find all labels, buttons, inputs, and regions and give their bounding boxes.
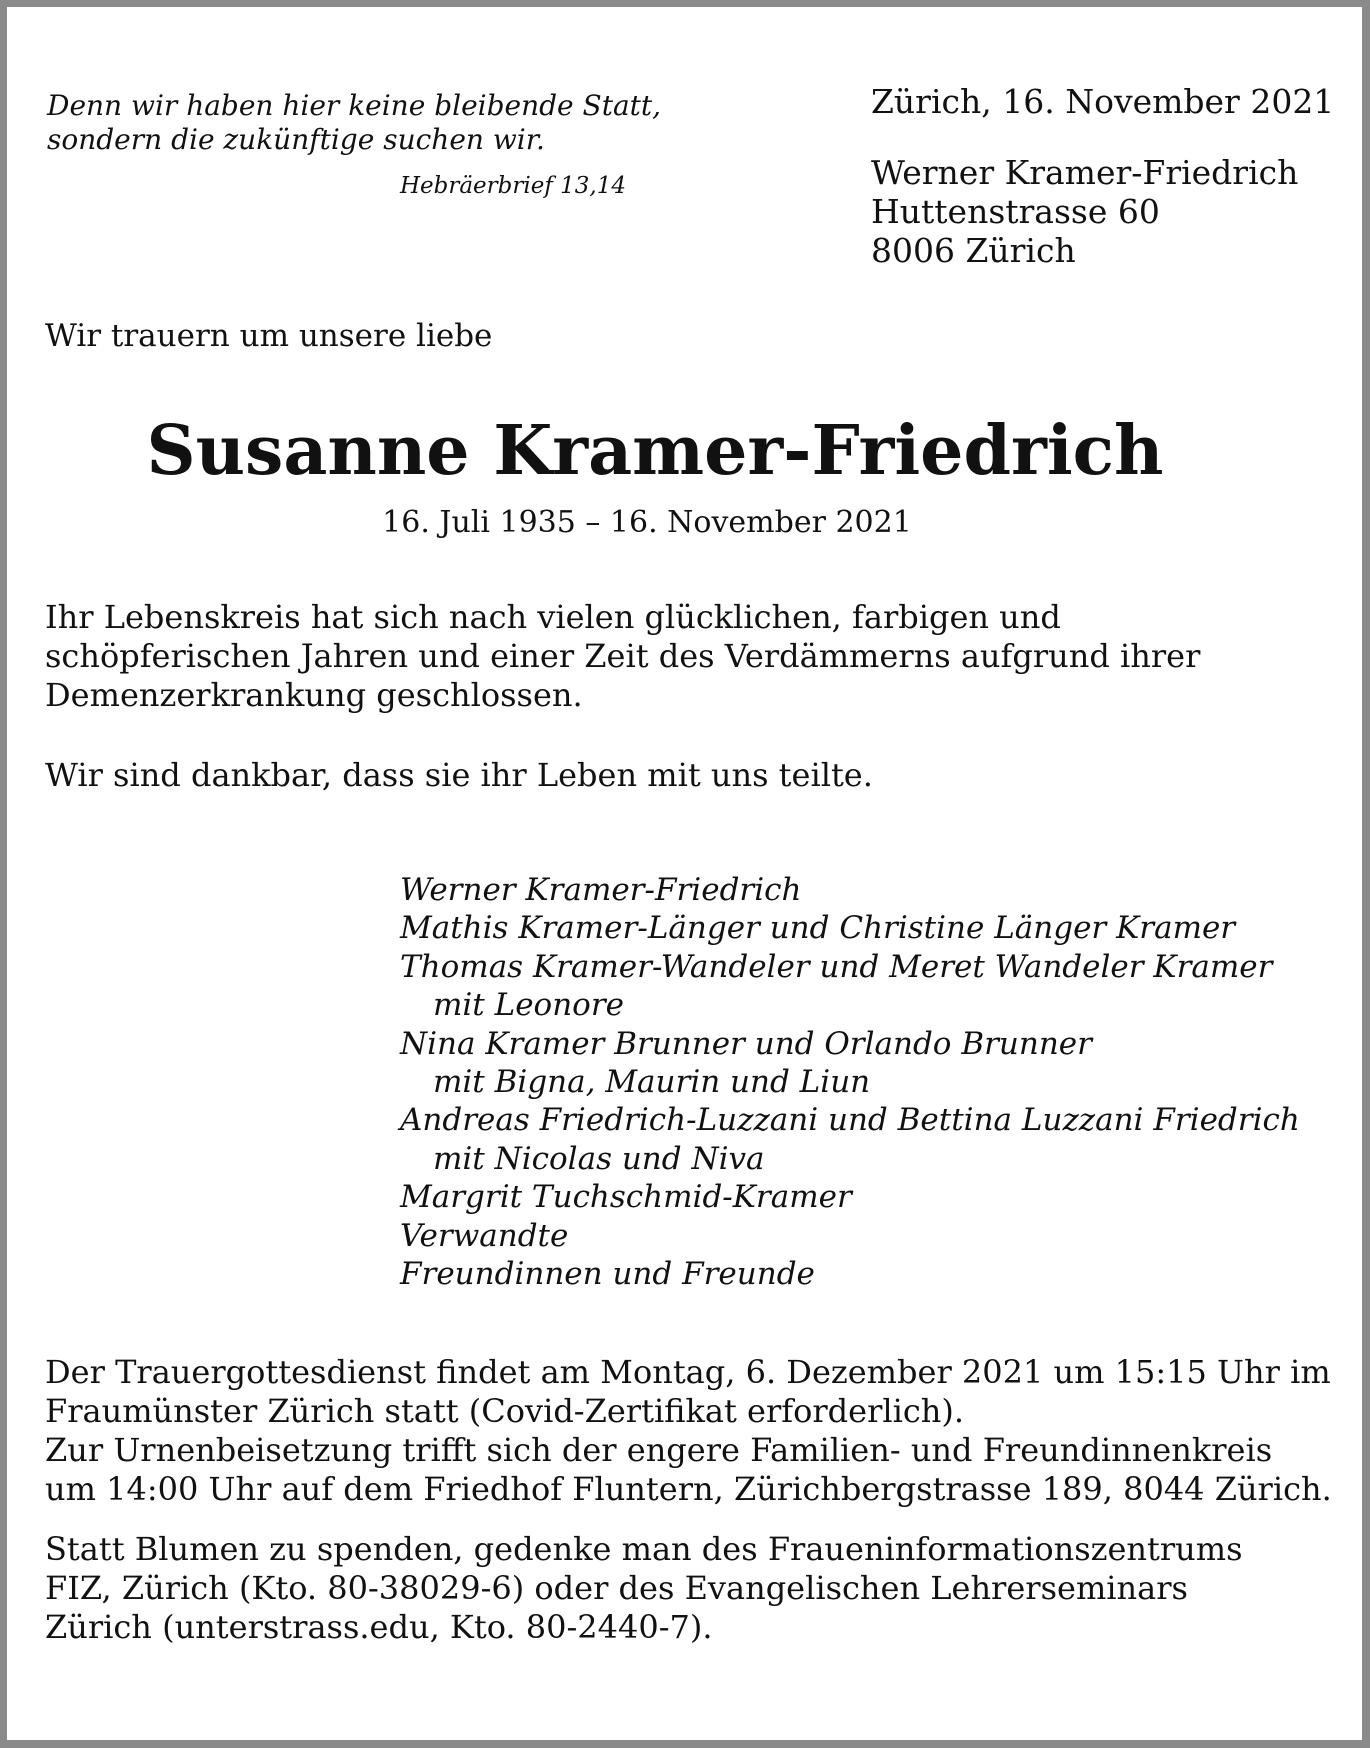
paragraph-line: Zur Urnenbeisetzung trifft sich der engere Familien- und Freundinnenkreis — [45, 1431, 1273, 1469]
place-and-date: Zürich, 16. November 2021 — [871, 82, 1335, 121]
sender-address — [871, 153, 1298, 270]
quote-reference: Hebräerbrief 13,14 — [399, 173, 626, 199]
paragraph-line: FIZ, Zürich (Kto. 80-38029-6) oder des Evangelischen Lehrerseminars — [45, 1569, 1188, 1607]
mourner-line: Verwandte — [400, 1217, 569, 1254]
address-line: Huttenstrasse 60 — [871, 192, 1160, 231]
bible-quote — [47, 89, 661, 157]
address-line: 8006 Zürich — [871, 231, 1076, 270]
mourner-children-line: mit Nicolas und Niva — [433, 1140, 765, 1177]
mourner-line: Thomas Kramer-Wandeler und Meret Wandeler Kramer — [400, 948, 1273, 985]
service-paragraph — [45, 1353, 1332, 1509]
paragraph-line: um 14:00 Uhr auf dem Friedhof Fluntern, Zürichbergstrasse 189, 8044 Zürich. — [45, 1470, 1332, 1508]
paragraph-line: Der Trauergottesdienst findet am Montag, 6. Dezember 2021 um 15:15 Uhr im — [45, 1353, 1331, 1391]
mourner-line: Freundinnen und Freunde — [400, 1256, 815, 1293]
mourner-line: Mathis Kramer-Länger und Christine Länger Kramer — [400, 910, 1236, 947]
quote-line: Denn wir haben hier keine bleibende Statt, — [47, 89, 662, 122]
address-line: Werner Kramer-Friedrich — [871, 153, 1299, 192]
life-paragraph — [45, 598, 1200, 715]
deceased-name: Susanne Kramer-Friedrich — [146, 411, 1164, 491]
mourners-list — [400, 871, 1300, 1293]
mourner-children-line: mit Bigna, Maurin und Liun — [433, 1064, 871, 1101]
life-dates: 16. Juli 1935 – 16. November 2021 — [382, 505, 912, 540]
paragraph-line: Fraumünster Zürich statt (Covid-Zertifikat erforderlich). — [45, 1392, 965, 1430]
quote-line: sondern die zukünftige suchen wir. — [47, 123, 545, 156]
paragraph-line: Demenzerkrankung geschlossen. — [45, 676, 583, 714]
mourner-line: Nina Kramer Brunner und Orlando Brunner — [400, 1025, 1092, 1062]
paragraph-line: Ihr Lebenskreis hat sich nach vielen glücklichen, farbigen und — [45, 598, 1061, 636]
mourner-children-line: mit Leonore — [433, 987, 625, 1024]
mourner-line: Werner Kramer-Friedrich — [400, 872, 802, 908]
donation-paragraph — [45, 1530, 1243, 1647]
mourner-line: Andreas Friedrich-Luzzani und Bettina Luzzani Friedrich — [400, 1102, 1300, 1139]
gratitude-paragraph: Wir sind dankbar, dass sie ihr Leben mit uns teilte. — [45, 756, 873, 794]
intro-line: Wir trauern um unsere liebe — [45, 318, 493, 354]
paragraph-line: Zürich (unterstrass.edu, Kto. 80-2440-7). — [45, 1608, 713, 1646]
paragraph-line: Statt Blumen zu spenden, gedenke man des Fraueninformationszentrums — [45, 1530, 1243, 1568]
mourner-line: Margrit Tuchschmid-Kramer — [400, 1179, 852, 1216]
paragraph-line: schöpferischen Jahren und einer Zeit des Verdämmerns aufgrund ihrer — [45, 637, 1201, 675]
